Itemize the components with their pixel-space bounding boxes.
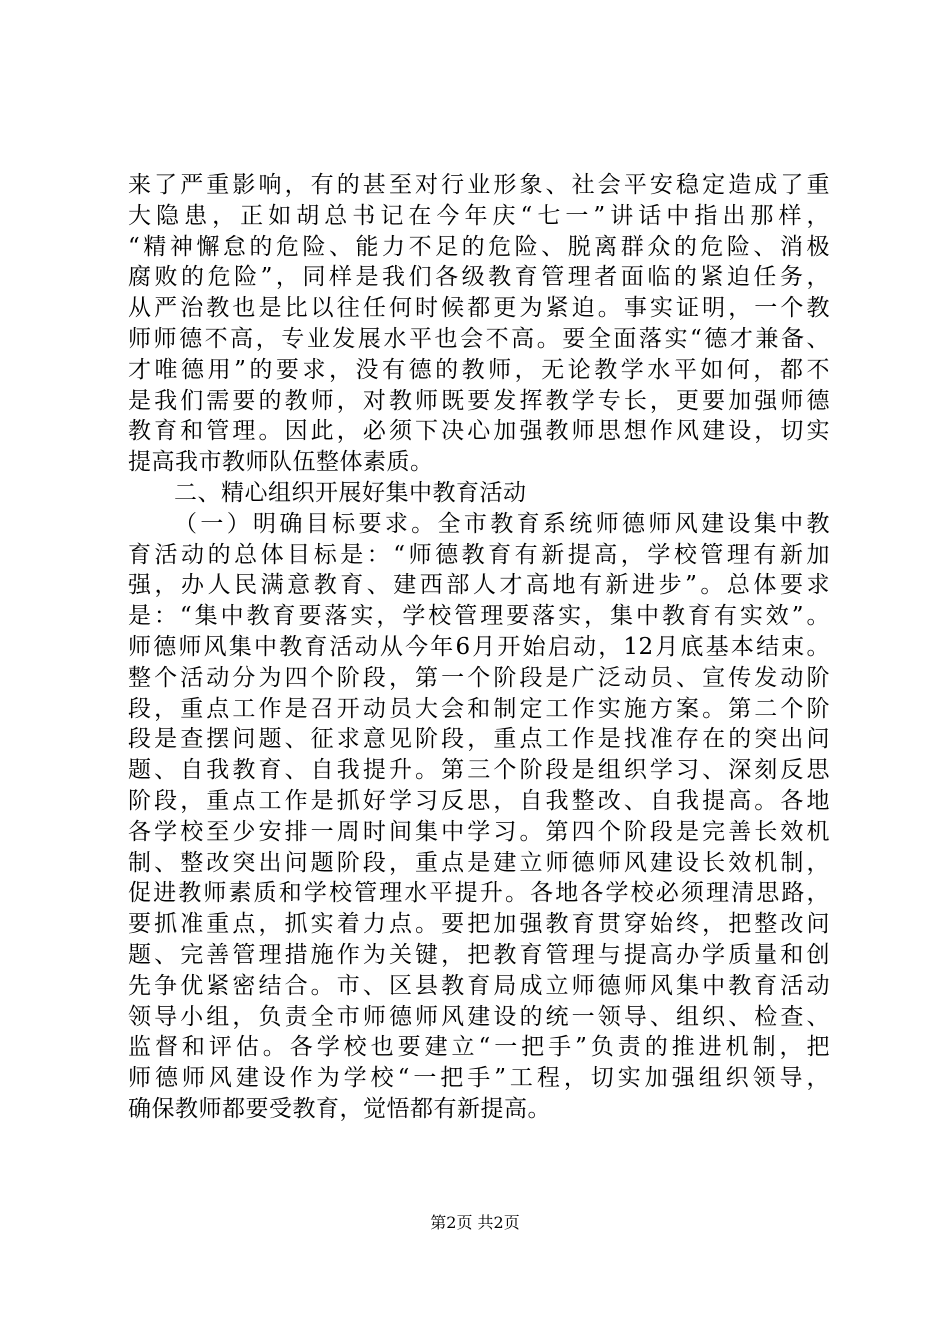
text-line: 阶段，重点工作是抓好学习反思，自我整改、自我提高。各地 — [128, 787, 830, 814]
text-line: 段是查摆问题、征求意见阶段，重点工作是找准存在的突出问 — [128, 726, 830, 753]
text-line: 整个活动分为四个阶段，第一个阶段是广泛动员、宣传发动阶 — [128, 664, 830, 691]
text-line: （一）明确目标要求。全市教育系统师德师风建设集中教 — [174, 510, 830, 537]
text-line: 促进教师素质和学校管理水平提升。各地各学校必须理清思路， — [128, 880, 830, 907]
text-line: 先争优紧密结合。市、区县教育局成立师德师风集中教育活动 — [128, 972, 830, 999]
text-line: 大隐患，正如胡总书记在今年庆“七一”讲话中指出那样， — [128, 202, 830, 229]
text-line: 才唯德用”的要求，没有德的教师，无论教学水平如何，都不 — [128, 356, 830, 383]
text-line: 是我们需要的教师，对教师既要发挥教学专长，更要加强师德 — [128, 387, 830, 414]
text-line: 制、整改突出问题阶段，重点是建立师德师风建设长效机制， — [128, 849, 830, 876]
text-line: 题、完善管理措施作为关键，把教育管理与提高办学质量和创 — [128, 941, 830, 968]
text-line: 段，重点工作是召开动员大会和制定工作实施方案。第二个阶 — [128, 695, 830, 722]
text-line: 从严治教也是比以往任何时候都更为紧迫。事实证明，一个教 — [128, 295, 830, 322]
text-line: 要抓准重点，抓实着力点。要把加强教育贯穿始终，把整改问 — [128, 911, 830, 938]
text-line: 教育和管理。因此，必须下决心加强教师思想作风建设，切实 — [128, 418, 830, 445]
text-line: 师德师风建设作为学校“一把手”工程，切实加强组织领导， — [128, 1065, 830, 1092]
text-line: 师德师风集中教育活动从今年6月开始启动，12月底基本结束。 — [128, 633, 830, 660]
text-line: 各学校至少安排一周时间集中学习。第四个阶段是完善长效机 — [128, 818, 830, 845]
text-line: “精神懈怠的危险、能力不足的危险、脱离群众的危险、消极 — [128, 233, 830, 260]
text-line: 来了严重影响，有的甚至对行业形象、社会平安稳定造成了重 — [128, 172, 830, 198]
text-line: 强，办人民满意教育、建西部人才高地有新进步”。总体要求 — [128, 572, 830, 599]
text-line: 确保教师都要受教育，觉悟都有新提高。 — [128, 1095, 551, 1122]
page-number-footer: 第2页 共2页 — [430, 1213, 520, 1232]
text-line: 提高我市教师队伍整体素质。 — [128, 449, 434, 476]
text-line: 育活动的总体目标是：“师德教育有新提高，学校管理有新加 — [128, 541, 830, 568]
text-line: 师师德不高，专业发展水平也会不高。要全面落实“德才兼备、 — [128, 325, 830, 352]
section-heading: 二、精心组织开展好集中教育活动 — [174, 479, 527, 506]
text-line: 监督和评估。各学校也要建立“一把手”负责的推进机制，把 — [128, 1034, 830, 1061]
text-line: 题、自我教育、自我提升。第三个阶段是组织学习、深刻反思 — [128, 757, 830, 784]
text-line: 领导小组，负责全市师德师风建设的统一领导、组织、检查、 — [128, 1003, 830, 1030]
text-line: 是：“集中教育要落实，学校管理要落实，集中教育有实效”。 — [128, 603, 830, 630]
text-line: 腐败的危险”，同样是我们各级教育管理者面临的紧迫任务， — [128, 264, 830, 291]
document-body — [128, 170, 830, 1125]
